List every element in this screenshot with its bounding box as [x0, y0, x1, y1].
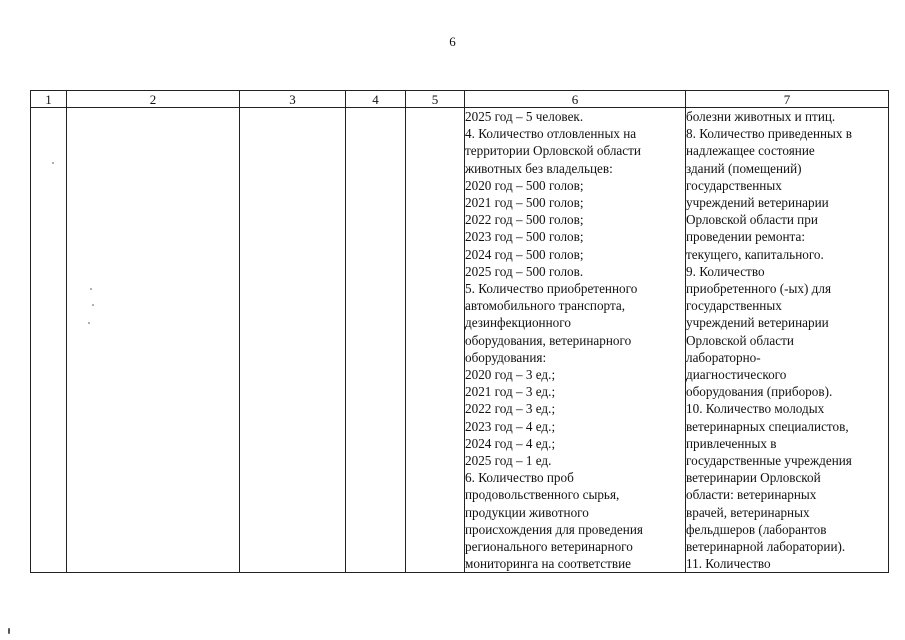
text-line: 2020 год – 3 ед.; — [465, 367, 556, 383]
text-line: врачей, ветеринарных — [686, 504, 810, 520]
text-line: продовольственного сырья, — [465, 487, 620, 503]
text-line: Орловской области — [686, 332, 794, 348]
scan-speck — [88, 322, 90, 324]
text-line: 4. Количество отловленных на — [465, 126, 637, 142]
text-line: дезинфекционного — [465, 315, 571, 331]
cell-col-5 — [406, 108, 465, 573]
text-line: проведении ремонта: — [686, 229, 805, 245]
text-line: 2020 год – 500 голов; — [465, 177, 584, 193]
text-line: животных без владельцев: — [465, 160, 613, 176]
text-line: оборудования, ветеринарного — [465, 332, 632, 348]
text-line: происхождения для проведения — [465, 521, 643, 537]
column-header-6: 6 — [465, 91, 686, 108]
text-line: 2025 год – 1 ед. — [465, 453, 552, 469]
text-line: государственных — [686, 177, 782, 193]
text-line: фельдшеров (лаборантов — [686, 521, 827, 537]
text-line: Орловской области при — [686, 212, 818, 228]
text-line: 2021 год – 500 голов; — [465, 195, 584, 211]
scan-speck — [52, 162, 54, 164]
text-line: 9. Количество — [686, 263, 765, 279]
text-line: 2021 год – 3 ед.; — [465, 384, 556, 400]
cell-col-3 — [240, 108, 346, 573]
scan-speck — [90, 288, 92, 290]
cell-col-4 — [346, 108, 406, 573]
text-line: государственных — [686, 298, 782, 314]
text-line: продукции животного — [465, 504, 589, 520]
scan-speck — [92, 304, 94, 306]
table-row — [31, 108, 889, 573]
text-line: диагностического — [686, 367, 787, 383]
text-line: учреждений ветеринарии — [686, 195, 829, 211]
text-line: зданий (помещений) — [686, 160, 802, 176]
text-line: автомобильного транспорта, — [465, 298, 626, 314]
text-line: приобретенного (-ых) для — [686, 281, 832, 297]
text-line: привлеченных в — [686, 435, 777, 451]
text-line: ветеринарии Орловской — [686, 470, 821, 486]
column-header-2: 2 — [67, 91, 240, 108]
text-line: 2024 год – 500 голов; — [465, 246, 584, 262]
text-line: 11. Количество — [686, 556, 771, 572]
text-line: лабораторно- — [686, 349, 761, 365]
text-line: 2025 год – 5 человек. — [465, 109, 584, 124]
cell-col-2 — [67, 108, 240, 573]
text-line: ветеринарной лаборатории). — [686, 539, 846, 555]
text-line: 2025 год – 500 голов. — [465, 263, 584, 279]
program-indicators-table — [30, 90, 889, 573]
text-line: 6. Количество проб — [465, 470, 574, 486]
text-line: 2023 год – 500 голов; — [465, 229, 584, 245]
text-line: 10. Количество молодых — [686, 401, 825, 417]
text-line: ветеринарных специалистов, — [686, 418, 849, 434]
column-header-7: 7 — [686, 91, 889, 108]
text-line: мониторинга на соответствие — [465, 556, 632, 572]
cell-col-6-text — [465, 108, 686, 573]
cell-col-1 — [31, 108, 67, 573]
text-line: текущего, капитального. — [686, 246, 824, 262]
text-line: 2024 год – 4 ед.; — [465, 435, 556, 451]
text-line: 2022 год – 3 ед.; — [465, 401, 556, 417]
cell-col-7-text — [686, 108, 889, 573]
text-line: 2023 год – 4 ед.; — [465, 418, 556, 434]
scan-speck — [8, 628, 10, 634]
text-line: 2022 год – 500 голов; — [465, 212, 584, 228]
text-line: оборудования (приборов). — [686, 384, 833, 400]
text-line: надлежащее состояние — [686, 143, 815, 159]
column-header-5: 5 — [406, 91, 465, 108]
header-row — [31, 91, 889, 108]
text-line: области: ветеринарных — [686, 487, 817, 503]
column-header-1: 1 — [31, 91, 67, 108]
text-line: территории Орловской области — [465, 143, 641, 159]
text-line: болезни животных и птиц. — [686, 109, 836, 124]
text-line: регионального ветеринарного — [465, 539, 633, 555]
column-header-4: 4 — [346, 91, 406, 108]
page-number: 6 — [449, 34, 456, 49]
text-line: учреждений ветеринарии — [686, 315, 829, 331]
text-line: оборудования: — [465, 349, 547, 365]
column-header-3: 3 — [240, 91, 346, 108]
text-line: государственные учреждения — [686, 453, 852, 469]
text-line: 5. Количество приобретенного — [465, 281, 638, 297]
text-line: 8. Количество приведенных в — [686, 126, 853, 142]
